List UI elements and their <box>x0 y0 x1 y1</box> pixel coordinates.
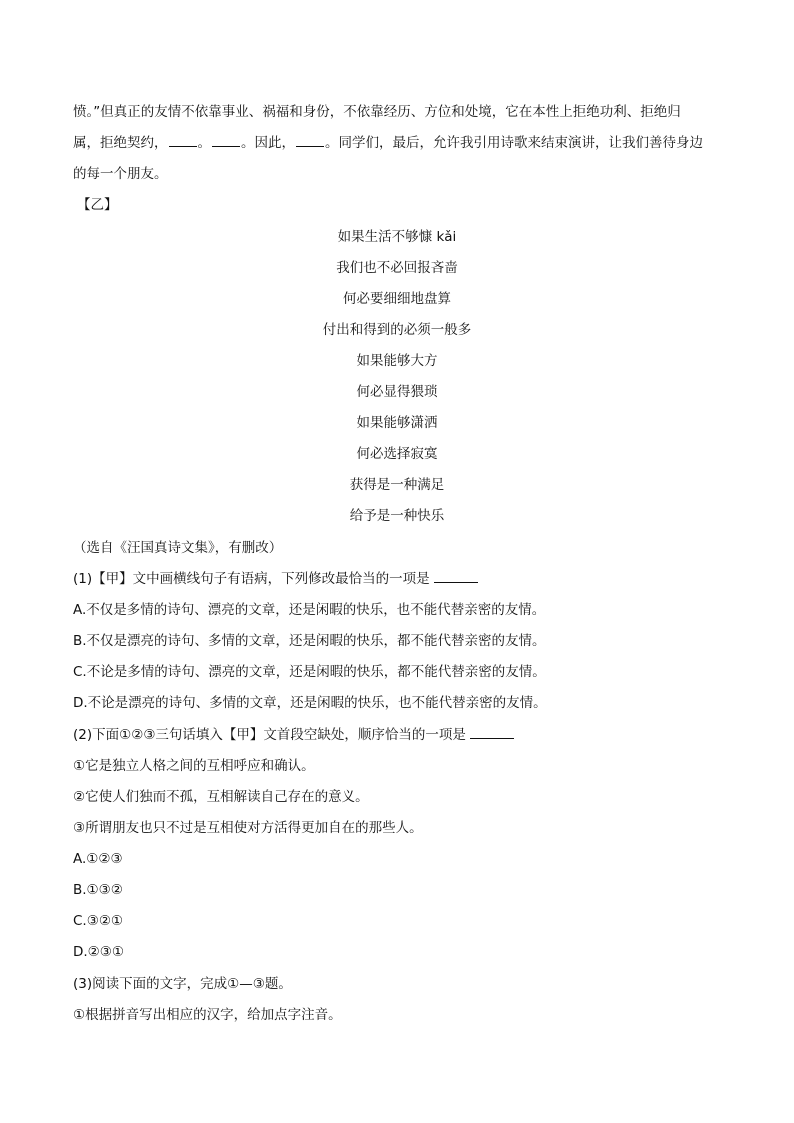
question-2-text: (2)下面①②③三句话填入【甲】文首段空缺处，顺序恰当的一项是 <box>73 727 466 743</box>
answer-blank-q2 <box>470 726 514 739</box>
question-2-option-d: D.②③① <box>73 944 124 960</box>
passage-line-2 <box>73 134 723 152</box>
question-2-stem <box>73 726 723 744</box>
fill-blank-1 <box>169 134 197 147</box>
question-1-option-a: A.不仅是多情的诗句、漂亮的文章，还是闲暇的快乐，也不能代替亲密的友情。 <box>73 602 546 618</box>
poem-line: 何必要细细地盘算 <box>343 291 451 307</box>
poem-line: 给予是一种快乐 <box>349 508 445 524</box>
question-3-stem: (3)阅读下面的文字，完成①—③题。 <box>73 976 292 992</box>
question-2-option-c: C.③②① <box>73 913 124 929</box>
question-2-sentence-1: ①它是独立人格之间的互相呼应和确认。 <box>73 758 315 774</box>
poem-line: 如果能够大方 <box>356 353 438 369</box>
poem-line: 何必显得猥琐 <box>356 384 438 400</box>
passage-line-3: 的每一个朋友。 <box>73 166 168 182</box>
question-1-option-d: D.不论是漂亮的诗句、多情的文章，还是闲暇的快乐，也不能代替亲密的友情。 <box>73 695 547 711</box>
question-2-sentence-3: ③所谓朋友也只不过是互相使对方活得更加自在的那些人。 <box>73 820 423 836</box>
poem-line: 付出和得到的必须一般多 <box>322 322 472 338</box>
source-citation: （选自《汪国真诗文集》，有删改） <box>73 540 283 556</box>
question-3-subquestion-1: ①根据拼音写出相应的汉字，给加点字注音。 <box>73 1007 342 1023</box>
passage-line-1: 愤。”但真正的友情不依靠事业、祸福和身份，不依靠经历、方位和处境，它在本性上拒绝功利、拒绝归 <box>73 104 681 120</box>
section-heading-yi: 【乙】 <box>77 197 118 213</box>
poem-line: 获得是一种满足 <box>349 477 445 493</box>
fill-blank-2 <box>212 134 240 147</box>
poem-line: 何必选择寂寞 <box>356 446 438 462</box>
question-2-option-a: A.①②③ <box>73 851 123 867</box>
passage-line-2-part-d: 。同学们，最后，允许我引用诗歌来结束演讲，让我们善待身边 <box>325 135 703 151</box>
passage-line-2-part-a: 属，拒绝契约， <box>73 135 168 151</box>
poem-line: 如果生活不够慷 kǎi <box>337 229 457 245</box>
question-2-sentence-2: ②它使人们独而不孤，互相解读自己存在的意义。 <box>73 789 369 805</box>
poem-line: 我们也不必回报吝啬 <box>336 260 458 276</box>
question-1-text: (1)【甲】文中画横线句子有语病，下列修改最恰当的一项是 <box>73 571 430 587</box>
fill-blank-3 <box>296 134 324 147</box>
question-2-option-b: B.①③② <box>73 882 123 898</box>
passage-line-2-part-b: 。 <box>197 135 211 151</box>
poem-line: 如果能够潇洒 <box>356 415 438 431</box>
question-1-stem <box>73 570 723 588</box>
answer-blank-q1 <box>434 570 478 583</box>
question-1-option-c: C.不论是多情的诗句、漂亮的文章，还是闲暇的快乐，都不能代替亲密的友情。 <box>73 664 546 680</box>
passage-line-2-part-c: 。因此， <box>241 135 295 151</box>
question-1-option-b: B.不仅是漂亮的诗句、多情的文章，还是闲暇的快乐，都不能代替亲密的友情。 <box>73 633 546 649</box>
